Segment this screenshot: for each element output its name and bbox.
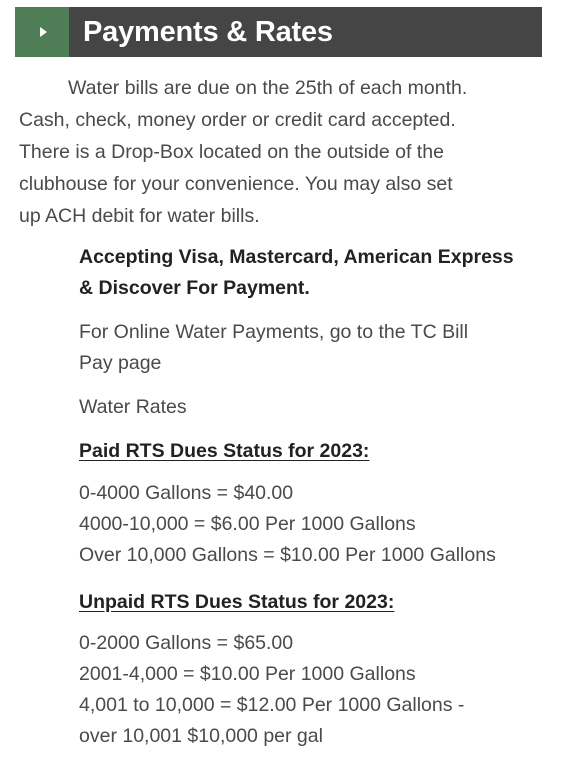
rate-line: Over 10,000 Gallons = $10.00 Per 1000 Gallons — [79, 544, 496, 566]
rate-line: 0-4000 Gallons = $40.00 — [79, 482, 294, 504]
rate-line: 4,001 to 10,000 = $12.00 Per 1000 Gallons - — [79, 694, 465, 716]
section-title: Payments & Rates — [83, 15, 333, 48]
unpaid-dues-heading: Unpaid RTS Dues Status for 2023: — [79, 591, 395, 613]
paid-rates-list — [79, 478, 559, 571]
accepted-cards-note: Accepting Visa, Mastercard, American Express & Discover For Payment. — [79, 246, 514, 299]
intro-line: Cash, check, money order or credit card accepted. — [19, 109, 456, 131]
online-payments-note: For Online Water Payments, go to the TC Bill Pay page — [79, 321, 469, 374]
intro-line: clubhouse for your convenience. You may also set — [19, 173, 453, 195]
rate-line: over 10,001 $10,000 per gal — [79, 725, 323, 747]
intro-line: There is a Drop-Box located on the outside of the — [19, 141, 444, 163]
rate-line: 2001-4,000 = $10.00 Per 1000 Gallons — [79, 663, 416, 685]
rate-line: 4000-10,000 = $6.00 Per 1000 Gallons — [79, 513, 416, 535]
expand-toggle-button[interactable] — [15, 7, 69, 57]
intro-paragraph — [19, 72, 539, 232]
water-rates-label: Water Rates — [79, 396, 187, 418]
section-header[interactable] — [15, 7, 542, 57]
paid-dues-heading: Paid RTS Dues Status for 2023: — [79, 440, 370, 462]
intro-line: up ACH debit for water bills. — [19, 205, 260, 227]
unpaid-rates-list — [79, 628, 549, 752]
intro-line: Water bills are due on the 25th of each month. — [68, 77, 468, 99]
triangle-right-icon — [40, 27, 47, 37]
rate-line: 0-2000 Gallons = $65.00 — [79, 632, 294, 654]
